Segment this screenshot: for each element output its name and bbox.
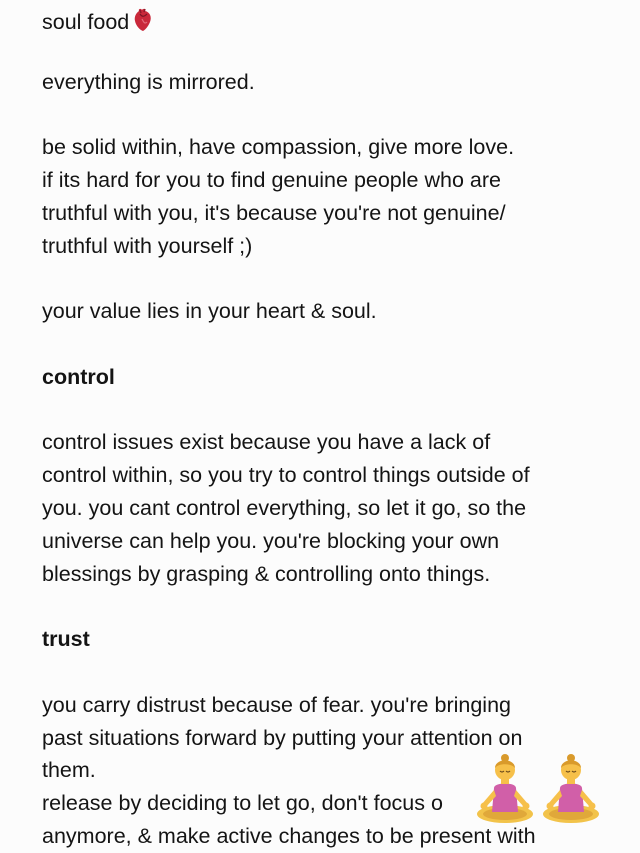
note-title-row [42, 6, 602, 39]
note-line: universe can help you. you're blocking your own [42, 528, 500, 553]
note-line: you carry distrust because of fear. you're bringing [42, 692, 511, 717]
note-line: if its hard for you to find genuine people who are [42, 167, 501, 192]
note-line: truthful with yourself ;) [42, 233, 253, 258]
note-line: anymore, & make active changes to be present with [42, 823, 536, 848]
note-line: blessings by grasping & controlling onto things. [42, 561, 491, 586]
anatomical-heart-icon [133, 8, 153, 42]
note-line: you. you cant control everything, so let it go, so the [42, 495, 527, 520]
meditating-person-icon [474, 754, 536, 826]
section-heading-trust: trust [42, 627, 90, 652]
note-line: them. [42, 758, 96, 783]
note-line: past situations forward by putting your attention on [42, 725, 523, 750]
note-line: everything is mirrored. [42, 69, 255, 94]
note-title: soul food [42, 10, 130, 34]
note-line: truthful with you, it's because you're not genuine/ [42, 200, 506, 225]
note-line: your value lies in your heart & soul. [42, 299, 377, 324]
note-body [42, 0, 602, 853]
section-heading-control: control [42, 364, 115, 389]
note-line: release by deciding to let go, don't focus o [42, 791, 443, 816]
note-line: control within, so you try to control things outside of [42, 463, 530, 488]
note-line: control issues exist because you have a lack of [42, 430, 491, 455]
note-line: be solid within, have compassion, give more love. [42, 135, 515, 160]
meditating-person-icon [540, 754, 602, 826]
